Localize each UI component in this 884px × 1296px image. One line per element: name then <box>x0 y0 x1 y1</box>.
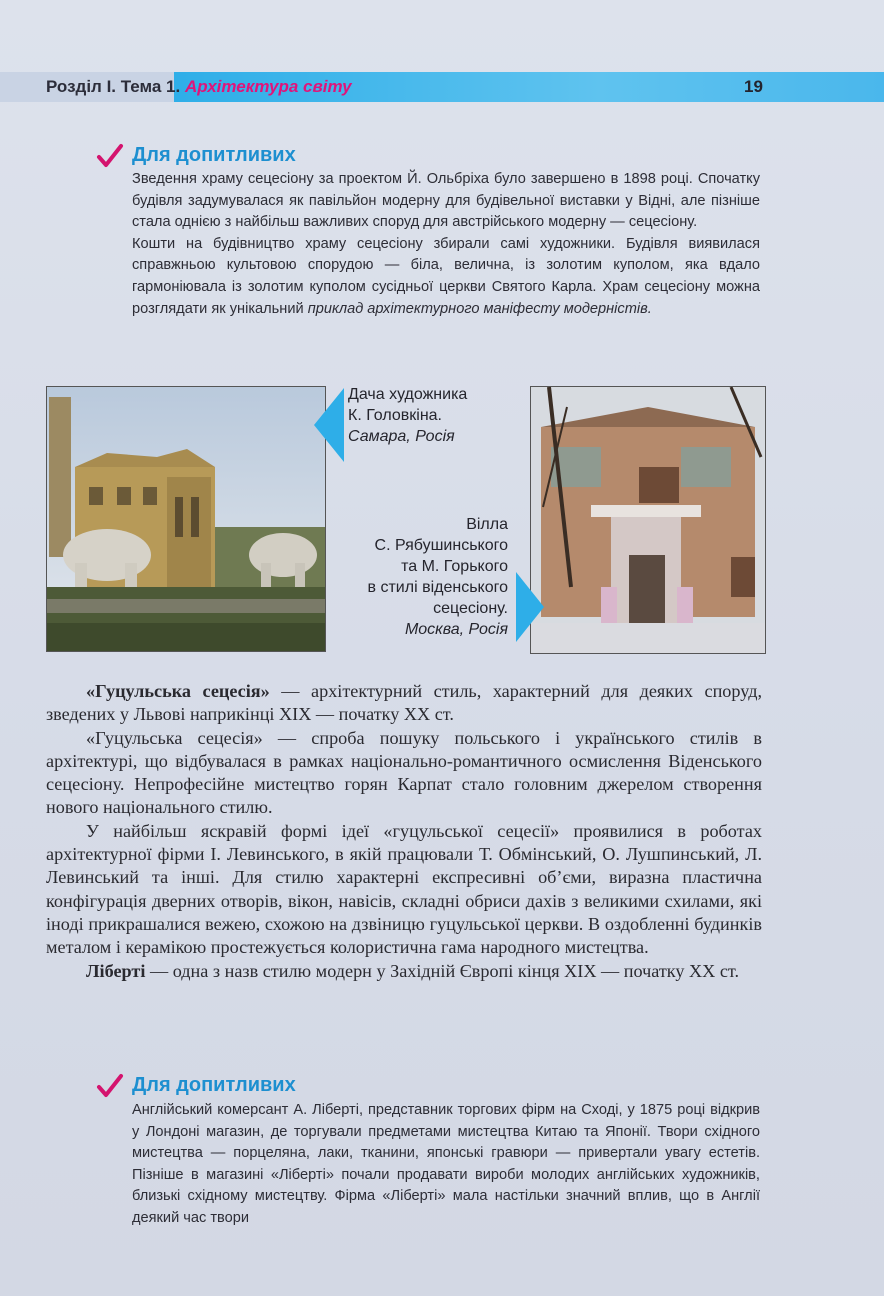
checkmark-icon <box>96 1072 124 1100</box>
caption-line: Дача художника <box>348 386 468 403</box>
running-header <box>0 72 884 102</box>
page-number: 19 <box>744 77 763 96</box>
body-paragraph: У найбільш яскравій формі ідеї «гуцульської сецесії» проявилися в роботах архітектурної фірми І. Левинського, в якій працювали Т. Обмінський, О. Лушпинський, Л. Левинський та інші. Для стилю характерні експресивні об’єми, виразна пластична конфігурація дверних отворів, вікон, навісів, складні обриси дахів з великими схилами, які іноді прикрашалися вежею, схожою на дзвіницю гуцульської церкви. В оздобленні будинків металом і керамікою простежується колористична гама народного мистецтва. <box>46 820 762 958</box>
body-text-run: — архітектурний стиль, характерний для деяких споруд, зведених у Львові наприкінці XIX — початку XX ст. <box>46 681 763 725</box>
info-box-heading: Для допитливих <box>132 1074 296 1096</box>
body-text-run: — одна з назв стилю модерн у Західній Європі кінця XIX — початку XX ст. <box>145 960 740 981</box>
caption-villa <box>340 514 508 640</box>
main-text <box>46 680 762 983</box>
caption-place: Самара, Росія <box>348 428 455 445</box>
caption-line: сецесіону. <box>433 600 508 617</box>
triangle-pointer-icon <box>314 388 344 462</box>
caption-line: Вілла <box>466 516 508 533</box>
caption-line: К. Головкіна. <box>348 407 442 424</box>
info-box-text <box>132 169 760 320</box>
caption-line: в стилі віденського <box>367 579 508 596</box>
caption-place: Москва, Росія <box>404 621 508 638</box>
triangle-pointer-icon <box>516 572 544 642</box>
body-paragraph <box>46 680 762 727</box>
body-paragraph <box>46 960 762 983</box>
info-box-text <box>132 1100 760 1230</box>
caption-line: С. Рябушинського <box>374 537 508 554</box>
info-box-heading: Для допитливих <box>132 144 296 166</box>
photo-villa-ryabushinsky <box>530 386 766 654</box>
term-hutsul-secession: «Гуцульська сецесія» <box>86 681 270 701</box>
caption-dacha <box>348 384 467 447</box>
villa-illustration <box>531 387 765 653</box>
header-section: Розділ І. Тема 1. <box>46 77 181 96</box>
dacha-illustration <box>47 387 325 651</box>
info-italic-run: приклад архітектурного маніфесту модерністів. <box>307 300 652 317</box>
info-paragraph <box>132 234 760 320</box>
info-paragraph: Зведення храму сецесіону за проектом Й. Ольбріха було завершено в 1898 році. Спочатку будівля задумувалася як павільйон модерну для будівельної виставки у Відні, але пізніше стала однією з найбільш важливих споруд для австрійського модерну — сецесіону. <box>132 171 760 231</box>
info-text-run: Кошти на будівництво храму сецесіону збирали самі художники. Будівля виявилася справжньою культовою спорудою — біла, велична, із золотим куполом, яка вдало гармоніювала із золотим куполом сусідньої церкви Святого Карла. Храм сецесіону можна розглядати як унікальний <box>132 235 760 317</box>
caption-line: та М. Горького <box>401 558 508 575</box>
header-section-label <box>46 77 352 97</box>
photo-dacha-golovkina <box>46 386 326 652</box>
body-paragraph: «Гуцульська сецесія» — спроба пошуку польського і українського стилів в архітектурі, що відбувалася в рамках національно-романтичного осмислення Віденського сецесіону. Непрофесійне мистецтво горян Карпат стало головним джерелом створення нового національного стилю. <box>46 727 762 818</box>
checkmark-icon <box>96 142 124 170</box>
header-title: Архітектура світу <box>184 77 352 96</box>
info-paragraph: Англійський комерсант А. Ліберті, представник торгових фірм на Сході, у 1875 році відкрив у Лондоні магазин, де торгували предметами мистецтва Китаю та Японії. Твори східного мистецтва — порцеляна, лаки, тканини, японські гравюри — привертали увагу естетів. Пізніше в магазині «Ліберті» почали продавати вироби молодих англійських художників, близькі східному мистецтву. Фірма «Ліберті» мала настільки значний вплив, що в Англії деякий час твори <box>132 1102 760 1226</box>
term-liberty: Ліберті <box>86 960 146 981</box>
